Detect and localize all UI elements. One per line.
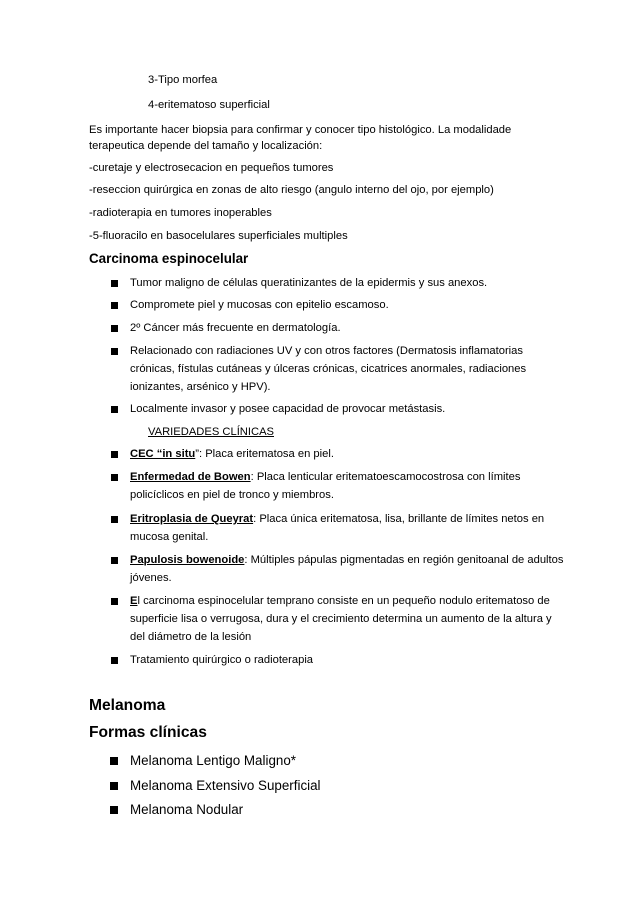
square-bullet-icon <box>111 598 118 605</box>
variety-term: Enfermedad de Bowen <box>130 471 251 483</box>
variety-text: del diámetro de la lesión <box>130 631 252 643</box>
bullet-text: Tumor maligno de células queratinizantes de la epidermis y sus anexos. <box>130 277 488 289</box>
square-bullet-icon <box>111 474 118 481</box>
bullet-text: ionizantes, arsénico y HPV). <box>130 381 271 393</box>
variety-description: ”: Placa eritematosa en piel. <box>195 448 334 460</box>
melanoma-form-item: Melanoma Nodular <box>130 802 244 817</box>
variety-item <box>130 447 334 461</box>
square-bullet-icon <box>110 806 118 814</box>
bullet-text: Relacionado con radiaciones UV y con otros factores (Dermatosis inflamatorias <box>130 345 523 357</box>
bullet-text: Localmente invasor y posee capacidad de provocar metástasis. <box>130 403 446 415</box>
paragraph-line: Es importante hacer biopsia para confirmar y conocer tipo histológico. La modalidade <box>89 124 512 136</box>
variety-item <box>130 512 544 526</box>
square-bullet-icon <box>110 782 118 790</box>
square-bullet-icon <box>111 657 118 664</box>
square-bullet-icon <box>111 348 118 355</box>
varieties-subheading: VARIEDADES CLÍNICAS <box>148 426 274 438</box>
section-heading-melanoma: Melanoma <box>89 697 166 714</box>
variety-term: CEC “in situ <box>130 448 196 460</box>
square-bullet-icon <box>111 516 118 523</box>
list-item-morfea: 3-Tipo morfea <box>148 74 218 86</box>
treatment-item: -reseccion quirúrgica en zonas de alto riesgo (angulo interno del ojo, por ejemplo) <box>89 184 494 196</box>
section-heading-carcinoma: Carcinoma espinocelular <box>89 251 249 266</box>
variety-item <box>130 553 563 567</box>
treatment-item: -5-fluoracilo en basocelulares superficiales multiples <box>89 230 348 242</box>
variety-item <box>130 594 550 608</box>
variety-description: : Múltiples pápulas pigmentadas en región genitoanal de adultos <box>244 554 564 566</box>
square-bullet-icon <box>111 557 118 564</box>
treatment-item: -radioterapia en tumores inoperables <box>89 207 272 219</box>
variety-text: jóvenes. <box>130 572 172 584</box>
bullet-text: crónicas, fístulas cutáneas y úlceras crónicas, cicatrices anormales, radiaciones <box>130 363 527 375</box>
bullet-text: Compromete piel y mucosas con epitelio escamoso. <box>130 299 389 311</box>
melanoma-form-item: Melanoma Lentigo Maligno* <box>130 753 296 768</box>
variety-text: policíclicos en piel de tronco y miembros. <box>130 489 334 501</box>
variety-description: : Placa única eritematosa, lisa, brillante de límites netos en <box>253 513 545 525</box>
variety-description: l carcinoma espinocelular temprano consiste en un pequeño nodulo eritematoso de <box>137 595 550 607</box>
variety-text: Tratamiento quirúrgico o radioterapia <box>130 654 314 666</box>
variety-text: superficie lisa o verrugosa, dura y el crecimiento determina un aumento de la altura y <box>130 613 552 625</box>
square-bullet-icon <box>110 757 118 765</box>
variety-text: mucosa genital. <box>130 531 209 543</box>
variety-description: : Placa lenticular eritematoescamocostrosa con límites <box>250 471 521 483</box>
variety-term: Papulosis bowenoide <box>130 554 245 566</box>
square-bullet-icon <box>111 451 118 458</box>
square-bullet-icon <box>111 406 118 413</box>
melanoma-form-item: Melanoma Extensivo Superficial <box>130 778 321 793</box>
variety-term: Eritroplasia de Queyrat <box>130 513 254 525</box>
square-bullet-icon <box>111 280 118 287</box>
section-heading-formas-clinicas: Formas clínicas <box>89 724 207 741</box>
paragraph-line: terapeutica depende del tamaño y localización: <box>89 140 323 152</box>
bullet-text: 2º Cáncer más frecuente en dermatología. <box>130 322 341 334</box>
variety-term: E <box>130 595 138 607</box>
treatment-item: -curetaje y electrosecacion en pequeños tumores <box>89 162 334 174</box>
square-bullet-icon <box>111 325 118 332</box>
variety-item <box>130 470 520 484</box>
list-item-eritematoso: 4-eritematoso superficial <box>148 99 270 111</box>
square-bullet-icon <box>111 302 118 309</box>
